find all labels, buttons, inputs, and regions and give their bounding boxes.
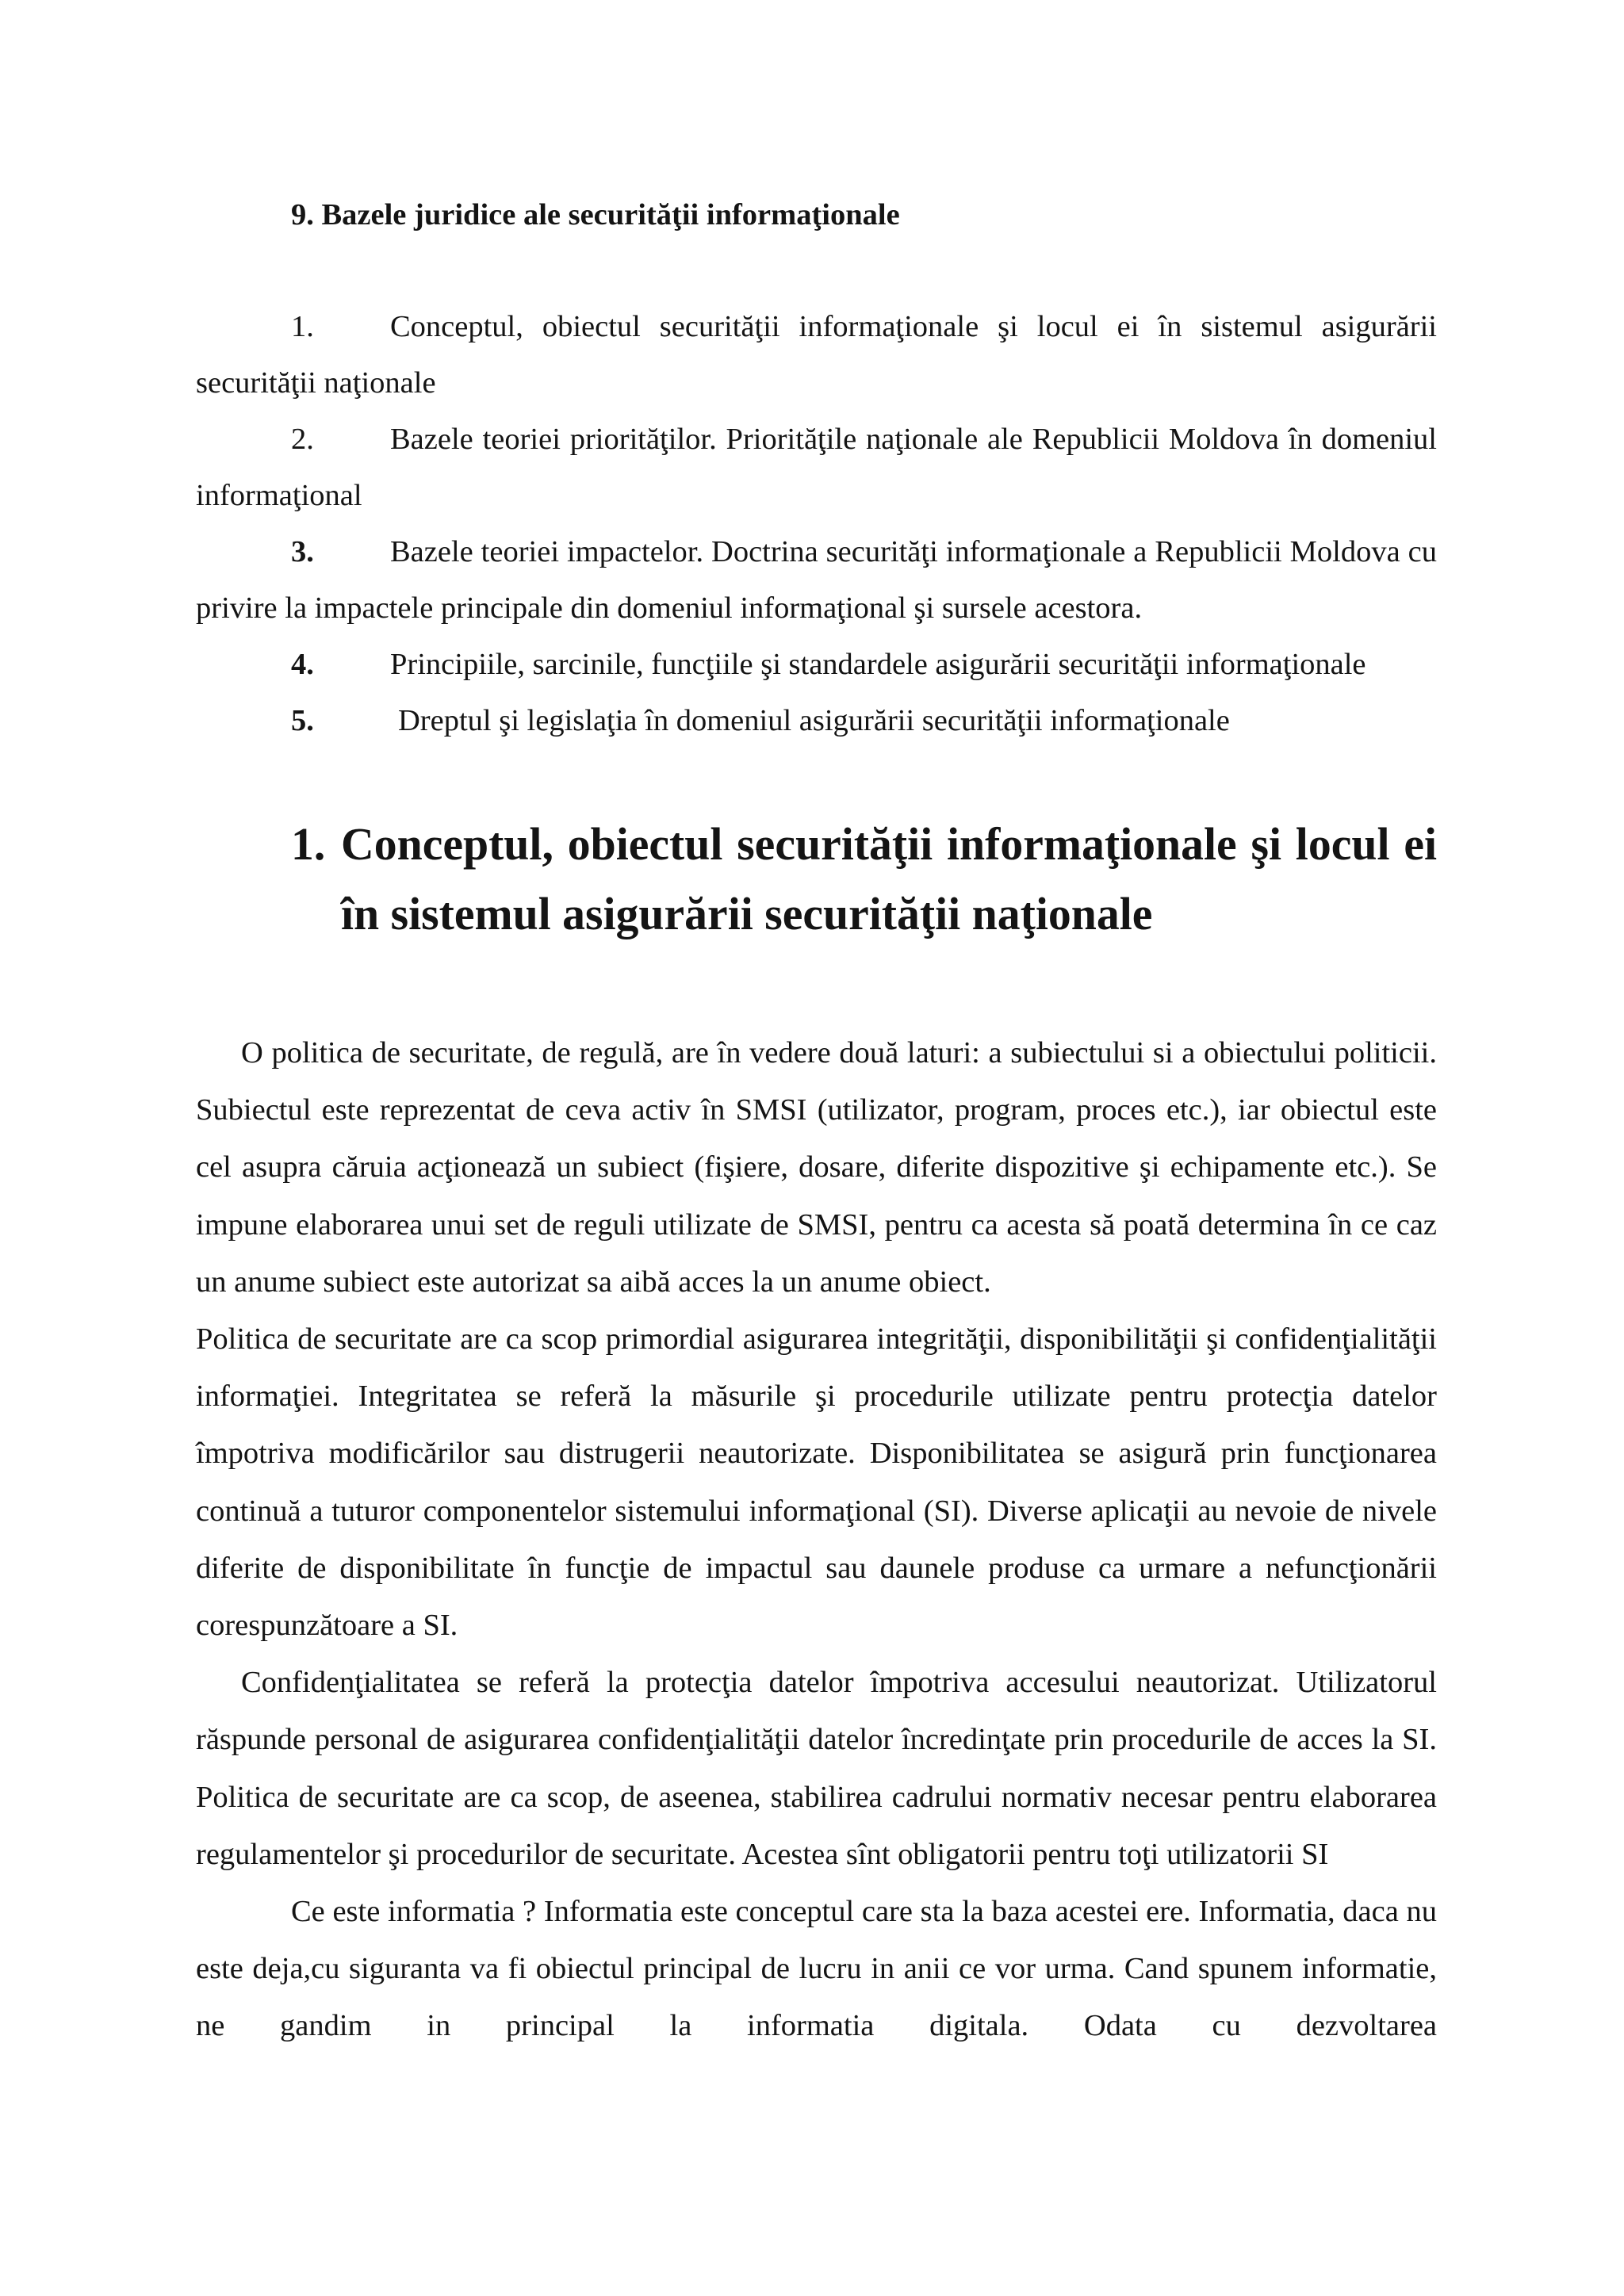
toc-item-text: Dreptul şi legislaţia în domeniul asigurării securităţii informaţionale <box>398 704 1230 737</box>
toc-item-number: 1. <box>291 310 314 343</box>
toc-item-4 <box>196 637 1437 693</box>
document-content <box>196 184 1437 2055</box>
toc-item-number: 2. <box>291 423 314 456</box>
body-paragraph: Confidenţialitatea se referă la protecţia datelor împotriva accesului neautorizat. Utilizatorul răspunde personal de asigurarea confidenţialităţii datelor încredinţate prin procedurile de acces la SI. Politica de securitate are ca scop, de aseenea, stabilirea cadrului normativ necesar pentru elaborarea regulamentelor şi procedurilor de securitate. Acestea sînt obligatorii pentru toţi utilizatorii SI <box>196 1666 1437 1871</box>
section-number: 1. <box>291 820 326 870</box>
toc-item-5 <box>196 693 1437 749</box>
body-paragraph: Politica de securitate are ca scop primordial asigurarea integrităţii, disponibilităţii şi confidenţialităţii informaţiei. Integritatea se referă la măsurile şi procedurile utilizate pentru protecţia datelor împotriva modificărilor sau distrugerii neautorizate. Disponibilitatea se asigură prin funcţionarea continuă a tuturor componentelor sistemului informaţional (SI). Diverse aplicaţii au nevoie de nivele diferite de disponibilitate în funcţie de impactul sau daunele produse ca urmare a nefuncţionării corespunzătoare a SI. <box>196 1322 1437 1643</box>
toc-item-number: 3. <box>291 535 314 568</box>
toc-item-number: 4. <box>291 648 314 681</box>
toc-item-number: 5. <box>291 704 314 737</box>
toc-item-text: Bazele teoriei impactelor. Doctrina securităţi informaţionale a Republicii Moldova cu privire la impactele principale din domeniul informaţional şi sursele acestora. <box>196 535 1437 625</box>
body-paragraph: O politica de securitate, de regulă, are în vedere două laturi: a subiectului si a obiectului politicii. Subiectul este reprezentat de ceva activ în SMSI (utilizator, program, proces etc.), iar obiectul este cel asupra căruia acţionează un subiect (fişiere, dosare, diferite dispozitive şi echipamente etc.). Se impune elaborarea unui set de reguli utilizate de SMSI, pentru ca acesta să poată determina în ce caz un anume subiect este autorizat sa aibă acces la un anume obiect. <box>196 1036 1437 1299</box>
toc-item-text: Principiile, sarcinile, funcţiile şi standardele asigurării securităţii informaţionale <box>390 648 1366 681</box>
toc-item-2 <box>196 411 1437 524</box>
document-body <box>196 1024 1437 2055</box>
toc-item-3 <box>196 524 1437 637</box>
section-title: Conceptul, obiectul securităţii informaţionale şi locul ei în sistemul asigurării securităţii naţionale <box>341 820 1437 939</box>
toc-item-text: Conceptul, obiectul securităţii informaţionale şi locul ei în sistemul asigurării securităţii naţionale <box>196 310 1437 400</box>
toc-item-text: Bazele teoriei priorităţilor. Priorităţile naţionale ale Republicii Moldova în domeniul informaţional <box>196 423 1437 512</box>
table-of-contents <box>196 299 1437 749</box>
body-paragraph: Ce este informatia ? Informatia este conceptul care sta la baza acestei ere. Informatia, daca nu este deja,cu siguranta va fi obiectul principal de lucru in anii ce vor urma. Cand spunem informatie, ne gandim in principal la informatia digitala. Odata cu dezvoltarea <box>196 1895 1437 2043</box>
toc-item-1 <box>196 299 1437 411</box>
section-heading <box>291 810 1437 950</box>
document-title: 9. Bazele juridice ale securităţii informaţionale <box>291 198 900 232</box>
